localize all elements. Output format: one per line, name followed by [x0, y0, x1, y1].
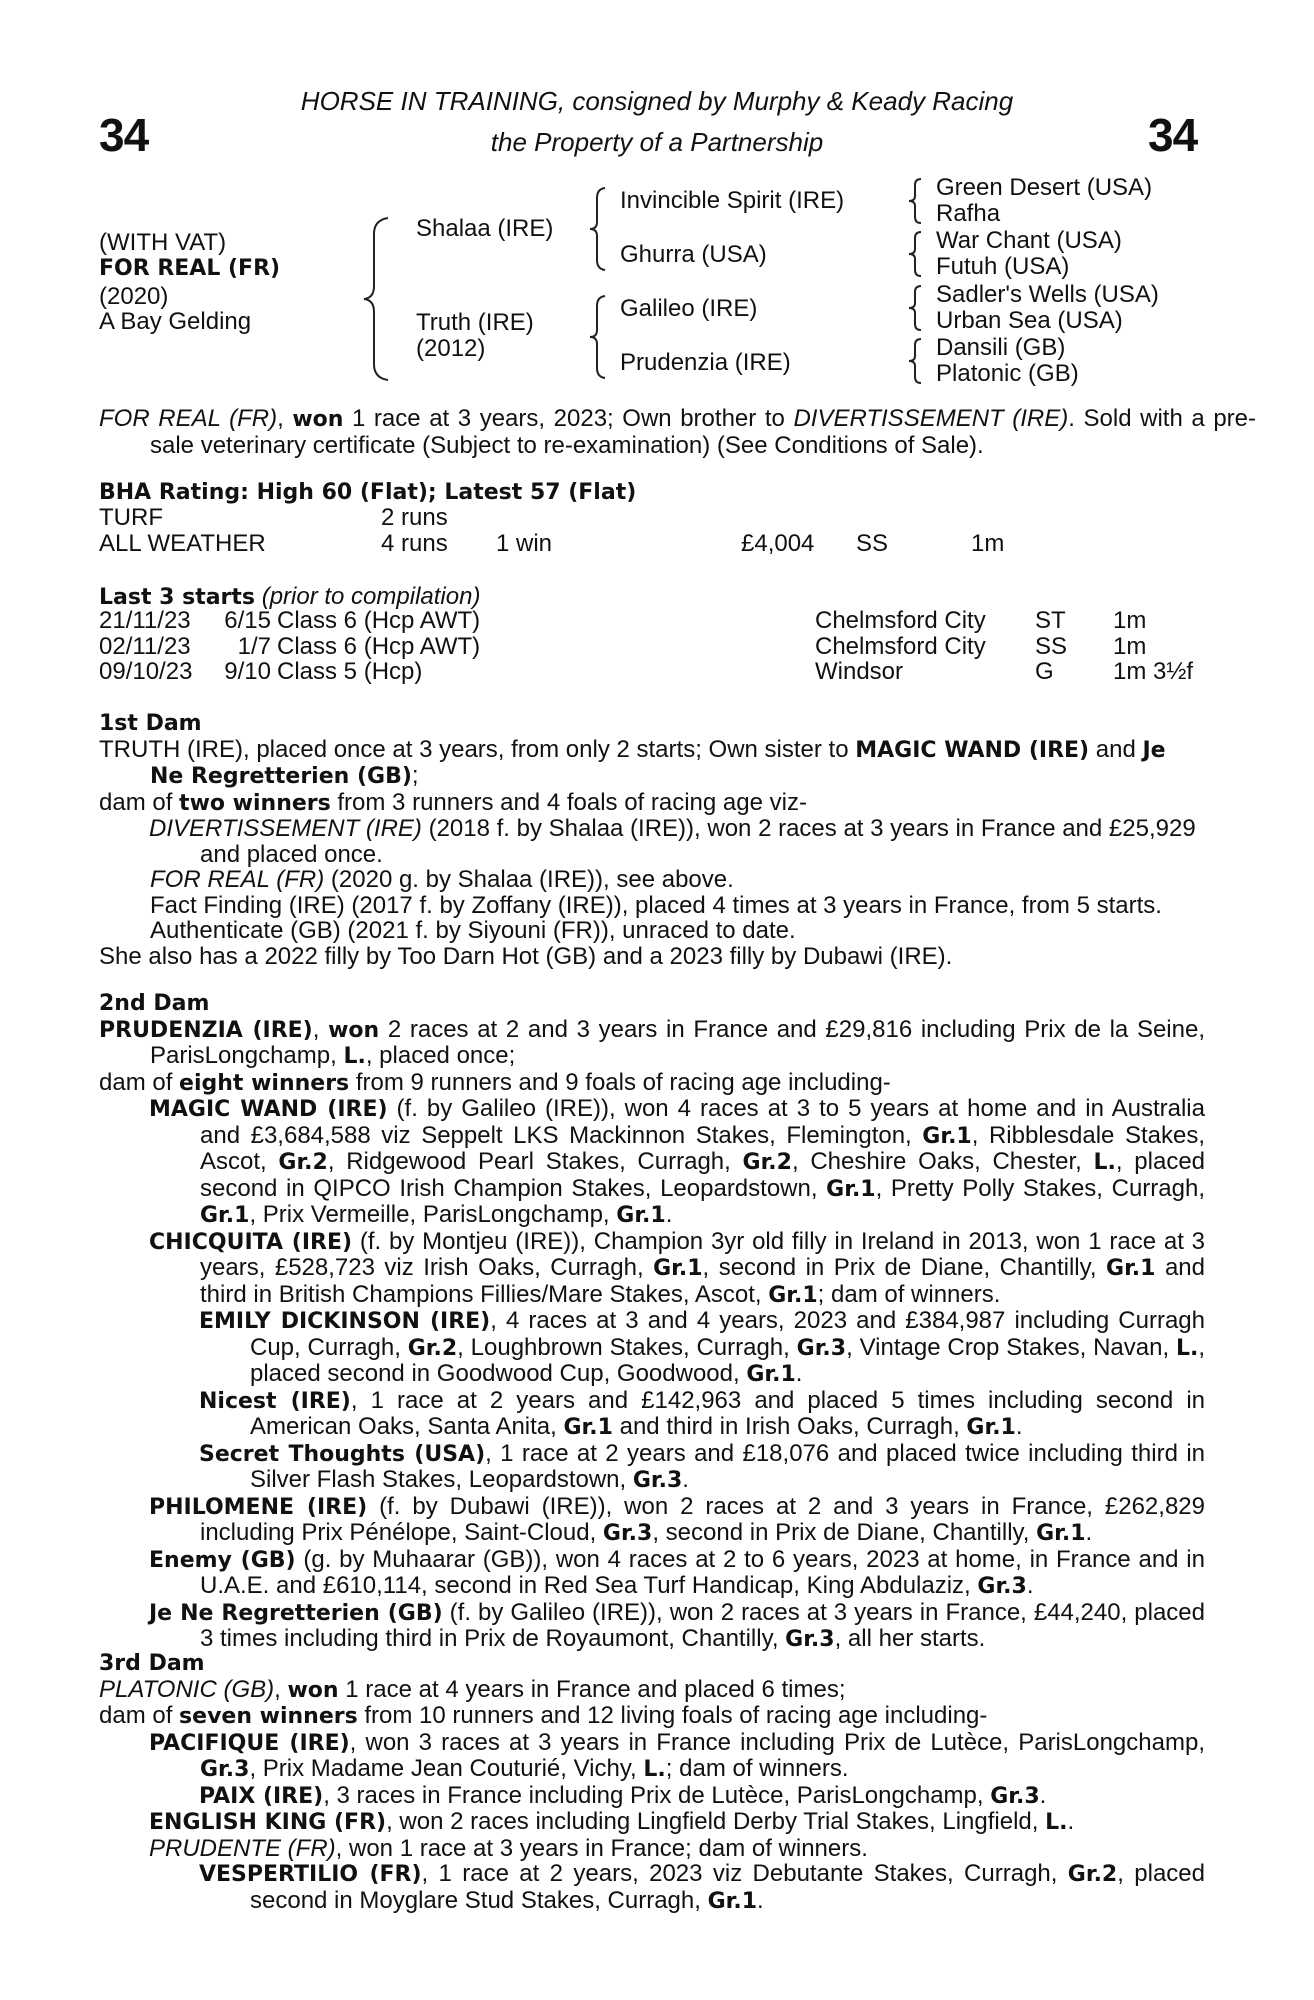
start-position: 6/15: [224, 607, 271, 634]
first-dam-heading: 1st Dam: [99, 711, 202, 736]
start-course: Chelmsford City: [815, 607, 986, 634]
text: TRUTH (IRE), placed once at 3 years, from only 2 starts; Own sister to: [99, 735, 856, 763]
text: .: [682, 1466, 689, 1493]
text: , won 3 races at 3 years in France including Prix de Lutèce, ParisLongchamp,: [349, 1728, 1205, 1756]
text: .: [1026, 1572, 1034, 1599]
start-position: 9/10: [224, 658, 271, 685]
text: dam of: [99, 1702, 180, 1729]
text: dam of: [99, 1068, 180, 1096]
produce-name: PHILOMENE (IRE): [149, 1494, 368, 1520]
text: .: [795, 1360, 803, 1387]
last-starts-sub: (prior to compilation): [255, 583, 481, 610]
start-course: Chelmsford City: [815, 632, 986, 660]
grade: Gr.3: [796, 1335, 847, 1361]
sibling-je-ne-regretterien: Je Ne Regretterien (GB): [150, 737, 1166, 789]
produce-for-real: [99, 867, 1205, 893]
text: , Cheshire Oaks, Chester,: [791, 1148, 1094, 1175]
winners-count: seven winners: [179, 1704, 358, 1729]
text: , Prix Vermeille, ParisLongchamp,: [249, 1201, 617, 1228]
text: , won 2 races including Lingfield Derby Trial Stakes, Lingfield,: [386, 1808, 1046, 1835]
start-class: Class 6 (Hcp AWT): [277, 607, 481, 634]
produce-name: Enemy (GB): [149, 1547, 296, 1573]
produce-name: Secret Thoughts (USA): [199, 1441, 486, 1467]
produce-name: Nicest (IRE): [199, 1388, 351, 1414]
rating-table: [99, 505, 1004, 556]
horse-description: A Bay Gelding: [99, 308, 252, 335]
text: from 3 runners and 4 foals of racing age viz-: [330, 788, 807, 816]
pedigree-dam-sire: Galileo (IRE): [620, 295, 758, 322]
rating-dist: 1m: [971, 529, 1005, 557]
produce-fact-finding: Fact Finding (IRE) (2017 f. by Zoffany (IRE)), placed 4 times at 3 years in France, from 5 starts.: [150, 891, 1162, 919]
pedigree-g3-3: War Chant (USA): [936, 227, 1122, 254]
start-date: 02/11/23: [99, 632, 191, 660]
intro-text-2: . Sold with a pre-sale veterinary certificate (Subject to re-examination) (See Conditions of Sale).: [150, 405, 1257, 459]
text: (f. by Galileo (IRE)), won 4 races at 3 to 5 years at home and in Australia and £3,684,588 viz Seppelt LKS Mackinnon Stakes, Flemington,: [200, 1095, 1205, 1149]
produce-name: EMILY DICKINSON (IRE): [199, 1309, 491, 1334]
dam-name: PRUDENZIA (IRE): [99, 1017, 313, 1043]
produce-chicquita: [99, 1229, 1205, 1309]
intro-paragraph: [99, 406, 1256, 458]
produce-name: PAIX (IRE): [199, 1783, 324, 1809]
winners-count: two winners: [179, 790, 331, 816]
text: , 4 races at 3 and 4 years, 2023 and £384,987 including Curragh Cup, Curragh,: [250, 1307, 1205, 1361]
produce-magic-wand: [99, 1096, 1205, 1229]
start-distance: 1m: [1113, 632, 1147, 660]
last-starts-title: Last 3 starts: [99, 585, 256, 610]
produce-paix: [99, 1783, 1205, 1810]
grade: Gr.1: [707, 1888, 758, 1914]
grade: Gr.2: [1067, 1862, 1118, 1887]
grade: Gr.3: [990, 1783, 1040, 1809]
text: , Loughbrown Stakes, Curragh,: [457, 1333, 797, 1361]
rating-prize: £4,004: [741, 529, 815, 557]
pedigree-g3-4: Futuh (USA): [936, 253, 1070, 280]
grade: Gr.3: [977, 1574, 1027, 1599]
text: .: [1085, 1519, 1093, 1546]
rating-row-turf: [99, 505, 1004, 531]
pedigree-g3-1: Green Desert (USA): [936, 174, 1153, 201]
grade: Gr.1: [922, 1123, 972, 1149]
grade: Gr.1: [563, 1415, 613, 1440]
text: , won 1 race at 3 years in France; dam of winners.: [335, 1834, 868, 1862]
produce-vespertilio: [99, 1861, 1205, 1914]
text: ,: [274, 1675, 288, 1703]
text: .: [757, 1886, 764, 1914]
text: (2020 g. by Shalaa (IRE)), see above.: [324, 866, 734, 893]
text: and third in Irish Oaks, Curragh,: [612, 1413, 967, 1440]
text: .: [665, 1201, 673, 1228]
start-position: 1/7: [237, 632, 271, 660]
text: 1 race at 4 years in France and placed 6 times;: [338, 1675, 846, 1703]
pedigree-brace-dam: [585, 292, 615, 382]
pedigree-brace-sire: [585, 184, 615, 274]
start-class: Class 5 (Hcp): [277, 658, 423, 685]
rating-going: SS: [856, 529, 889, 557]
pedigree-sire-dam: Ghurra (USA): [620, 241, 767, 268]
produce-english-king: [99, 1809, 1205, 1836]
produce-nicest: [99, 1388, 1205, 1441]
produce-name: Je Ne Regretterien (GB): [149, 1600, 443, 1626]
text: , second in Prix de Diane, Chantilly,: [652, 1519, 1037, 1546]
grade-listed: L.: [343, 1044, 366, 1069]
produce-name: VESPERTILIO (FR): [199, 1862, 422, 1887]
grade: Gr.1: [200, 1203, 250, 1228]
pedigree-dam-year: (2012): [416, 335, 486, 362]
produce-name: PACIFIQUE (IRE): [149, 1730, 350, 1756]
header-subtitle: the Property of a Partnership: [490, 127, 824, 157]
grade: L.: [643, 1757, 666, 1782]
rating-wins: [496, 505, 741, 531]
sibling-magic-wand: MAGIC WAND (IRE): [855, 737, 1090, 763]
text: (f. by Galileo (IRE)), won 2 races at 3 years in France, £44,240, placed 3 times including third in Prix de Royaumont, Chantilly,: [200, 1598, 1205, 1652]
dam-name: PLATONIC (GB): [99, 1675, 275, 1703]
text: , placed second in QIPCO Irish Champion Stakes, Leopardstown,: [200, 1148, 1206, 1202]
start-row: [99, 634, 1193, 660]
rating-row-aw: [99, 531, 1004, 557]
text: , Pretty Polly Stakes, Curragh,: [875, 1174, 1205, 1202]
first-dam-other-foals: She also has a 2022 filly by Too Darn Hot (GB) and a 2023 filly by Dubawi (IRE).: [99, 942, 953, 970]
pedigree-g3-7: Dansili (GB): [936, 334, 1066, 361]
text: 2 races at 2 and 3 years in France and £29,816 including Prix de la Seine, ParisLongchamp,: [150, 1015, 1205, 1069]
grade: Gr.1: [768, 1282, 818, 1308]
brace-g3-2: [905, 229, 927, 279]
first-dam-section: [99, 711, 1205, 969]
rating-surface: TURF: [99, 504, 163, 531]
produce-divertissement: [99, 816, 1205, 867]
produce-name: FOR REAL (FR): [150, 866, 325, 893]
text: .: [1039, 1781, 1047, 1809]
start-date: 21/11/23: [99, 607, 191, 634]
start-row: [99, 608, 1193, 634]
rating-going: [856, 505, 971, 531]
grade: Gr.1: [1106, 1256, 1156, 1281]
rating-prize: [741, 505, 856, 531]
brace-g3-1: [905, 176, 927, 226]
text: dam of: [99, 788, 180, 816]
produce-prudente: [99, 1836, 1205, 1862]
grade: Gr.2: [278, 1150, 328, 1175]
text: (f. by Dubawi (IRE)), won 2 races at 2 and 3 years in France, £262,829 including Prix Pénélope, Saint-Cloud,: [200, 1492, 1205, 1546]
third-dam-produce-summary: [99, 1703, 1205, 1730]
text: , 3 races in France including Prix de Lutèce, ParisLongchamp,: [323, 1781, 991, 1809]
text: (2018 f. by Shalaa (IRE)), won 2 races at 3 years in France and £25,929 and placed once.: [200, 815, 1196, 868]
grade: Gr.1: [966, 1415, 1016, 1440]
text: ;: [411, 762, 419, 789]
intro-won: won: [292, 407, 344, 432]
grade: Gr.3: [632, 1468, 683, 1493]
pedigree-dam-dam: Prudenzia (IRE): [620, 349, 791, 376]
text: , all her starts.: [834, 1625, 986, 1652]
pedigree-brace-gen1: [360, 214, 420, 384]
second-dam-heading: 2nd Dam: [99, 991, 210, 1016]
grade: Gr.1: [616, 1203, 666, 1228]
intro-text-1: 1 race at 3 years, 2023; Own brother to: [343, 405, 794, 432]
rating-runs: 2 runs: [381, 504, 448, 531]
start-date: 09/10/23: [99, 658, 193, 685]
text: , Vintage Crop Stakes, Navan,: [846, 1333, 1176, 1361]
horse-year: (2020): [99, 283, 169, 310]
produce-name: DIVERTISSEMENT (IRE): [149, 815, 422, 842]
produce-authenticate: Authenticate (GB) (2021 f. by Siyouni (FR)), unraced to date.: [150, 917, 796, 944]
text: ,: [312, 1015, 329, 1043]
rating-surface: ALL WEATHER: [99, 529, 266, 557]
start-distance: 1m: [1113, 607, 1147, 634]
text: , second in Prix de Diane, Chantilly,: [702, 1254, 1107, 1281]
produce-pacifique: [99, 1730, 1205, 1783]
grade: L.: [1175, 1335, 1199, 1361]
intro-sep: ,: [277, 405, 293, 432]
grade: Gr.2: [407, 1335, 458, 1361]
start-going: G: [1035, 658, 1054, 685]
grade: Gr.1: [746, 1362, 796, 1387]
last-starts-table: [99, 608, 1193, 685]
grade: Gr.3: [200, 1757, 250, 1782]
grade: L.: [1093, 1150, 1116, 1175]
brace-g3-4: [905, 336, 927, 386]
rating-wins: 1 win: [496, 529, 553, 557]
lot-number-left: 34: [99, 109, 149, 161]
second-dam-section: [99, 991, 1205, 1653]
produce-name: CHICQUITA (IRE): [149, 1229, 353, 1255]
rating-runs: 4 runs: [381, 529, 448, 557]
text: , 1 race at 2 years and £18,076 and placed twice including third in Silver Flash Stakes, Leopardstown,: [250, 1439, 1205, 1493]
brace-g3-3: [905, 283, 927, 333]
text: , placed once;: [365, 1042, 516, 1069]
horse-name: FOR REAL (FR): [99, 256, 281, 281]
pedigree-dam: Truth (IRE): [416, 309, 534, 336]
text: , Prix Madame Jean Couturié, Vichy,: [249, 1755, 644, 1782]
text: (f. by Montjeu (IRE)), Champion 3yr old filly in Ireland in 2013, won 1 race at 3 years, £528,723 viz Irish Oaks, Curragh,: [200, 1227, 1206, 1281]
start-going: SS: [1035, 632, 1068, 660]
produce-name: MAGIC WAND (IRE): [149, 1097, 388, 1122]
won: won: [328, 1017, 380, 1043]
text: .: [1015, 1413, 1023, 1440]
intro-horse-name: FOR REAL (FR): [99, 405, 278, 432]
pedigree-g3-2: Rafha: [936, 200, 1001, 227]
third-dam-section: [99, 1651, 1205, 1914]
text: , 1 race at 2 years and £142,963 and placed 5 times including second in American Oaks, Santa Anita,: [250, 1386, 1205, 1440]
grade: Gr.1: [1036, 1521, 1086, 1546]
produce-name: ENGLISH KING (FR): [149, 1810, 387, 1835]
grade: Gr.1: [653, 1256, 703, 1281]
text: , placed second in Goodwood Cup, Goodwood,: [250, 1333, 1205, 1387]
produce-philomene: [99, 1494, 1205, 1547]
rating-dist: [971, 505, 1004, 531]
pedigree-g3-6: Urban Sea (USA): [936, 307, 1123, 334]
text: , 1 race at 2 years, 2023 viz Debutante Stakes, Curragh,: [421, 1860, 1068, 1887]
produce-enemy: [99, 1547, 1205, 1600]
start-going: ST: [1035, 607, 1066, 634]
first-dam-line: [99, 737, 1205, 790]
text: ; dam of winners.: [665, 1755, 849, 1782]
text: , placed second in Moyglare Stud Stakes, Curragh,: [250, 1860, 1205, 1914]
text: , Ridgewood Pearl Stakes, Curragh,: [327, 1148, 743, 1175]
pedigree-g3-8: Platonic (GB): [936, 360, 1079, 387]
text: (g. by Muhaarar (GB)), won 4 races at 2 to 6 years, 2023 at home, in France and in U.A.E. and £610,114, second in Red Sea Turf Handicap, King Abdulaziz,: [200, 1545, 1205, 1599]
text: and: [1089, 735, 1143, 763]
text: .: [1067, 1808, 1075, 1835]
grade: Gr.3: [785, 1627, 835, 1652]
header-title: HORSE IN TRAINING, consigned by Murphy & Keady Racing: [300, 86, 1014, 116]
won: won: [287, 1677, 339, 1703]
pedigree-sire-sire: Invincible Spirit (IRE): [620, 187, 845, 214]
grade: L.: [1045, 1810, 1068, 1835]
winners-count: eight winners: [179, 1070, 350, 1096]
intro-brother: DIVERTISSEMENT (IRE): [793, 405, 1069, 432]
grade: Gr.1: [826, 1176, 876, 1202]
text: and third in British Champions Fillies/Mare Stakes, Ascot,: [200, 1254, 1205, 1308]
text: from 10 runners and 12 living foals of racing age including-: [357, 1702, 988, 1729]
produce-name: PRUDENTE (FR): [149, 1834, 336, 1862]
second-dam-line: [99, 1017, 1205, 1070]
start-course: Windsor: [815, 658, 904, 685]
first-dam-produce-summary: [99, 790, 1205, 817]
text: ; dam of winners.: [817, 1280, 1001, 1308]
pedigree-sire: Shalaa (IRE): [416, 215, 554, 242]
produce-secret-thoughts: [99, 1441, 1205, 1494]
start-class: Class 6 (Hcp AWT): [277, 632, 481, 660]
grade: Gr.2: [742, 1150, 792, 1175]
produce-je-ne-regretterien: [99, 1600, 1205, 1653]
second-dam-produce-summary: [99, 1070, 1205, 1097]
text: , Ribblesdale Stakes, Ascot,: [200, 1121, 1205, 1175]
start-distance: 1m 3½f: [1113, 658, 1194, 685]
start-row: [99, 659, 1193, 685]
third-dam-line: [99, 1677, 1205, 1704]
pedigree-g3-5: Sadler's Wells (USA): [936, 281, 1159, 308]
lot-number-right: 34: [1148, 109, 1198, 161]
grade: Gr.3: [602, 1521, 653, 1546]
text: from 9 runners and 9 foals of racing age including-: [349, 1068, 891, 1096]
third-dam-heading: 3rd Dam: [99, 1651, 205, 1676]
vat-note: (WITH VAT): [99, 229, 227, 256]
rating-heading: BHA Rating: High 60 (Flat); Latest 57 (Flat): [99, 480, 637, 505]
produce-emily-dickinson: [99, 1308, 1205, 1388]
